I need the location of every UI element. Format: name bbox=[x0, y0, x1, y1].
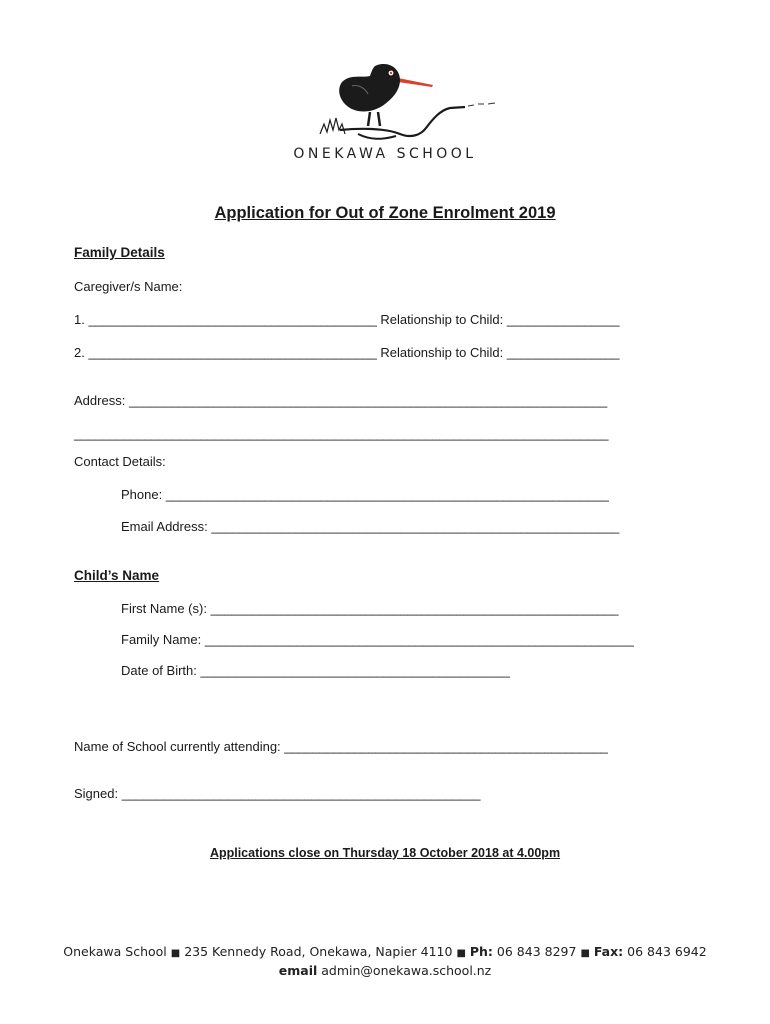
phone-field[interactable]: _______________________________________________________________ bbox=[165, 487, 609, 502]
caregiver-row-1 bbox=[74, 312, 619, 327]
dob-label: Date of Birth: bbox=[121, 663, 197, 678]
school-label: Name of School currently attending: bbox=[74, 739, 281, 754]
footer-ph-value: 06 843 8297 bbox=[496, 944, 577, 959]
caregiver-row-2 bbox=[74, 345, 619, 360]
footer-school: Onekawa School bbox=[63, 944, 167, 959]
phone-row bbox=[121, 487, 609, 502]
address-label: Address: bbox=[74, 393, 126, 408]
address-field[interactable]: ____________________________________________________________________ bbox=[128, 393, 607, 408]
separator-square-icon: ■ bbox=[580, 948, 590, 959]
email-field[interactable]: __________________________________________________________ bbox=[211, 519, 620, 534]
child-name-heading: Child’s Name bbox=[74, 568, 160, 583]
school-row bbox=[74, 739, 608, 754]
footer-ph-label: Ph: bbox=[469, 944, 493, 959]
caregiver-name-field[interactable]: _________________________________________ bbox=[88, 312, 377, 327]
contact-details-label: Contact Details: bbox=[74, 454, 166, 469]
dob-field[interactable]: ____________________________________________ bbox=[200, 663, 510, 678]
caregiver-number: 1. bbox=[74, 312, 85, 327]
phone-label: Phone: bbox=[121, 487, 163, 502]
relationship-label: Relationship to Child: bbox=[380, 345, 504, 360]
school-field[interactable]: ______________________________________________ bbox=[284, 739, 608, 754]
relationship-label: Relationship to Child: bbox=[380, 312, 504, 327]
signature-field[interactable]: ___________________________________________________ bbox=[121, 786, 481, 801]
first-name-label: First Name (s): bbox=[121, 601, 207, 616]
footer-line-2 bbox=[0, 962, 770, 979]
family-name-label: Family Name: bbox=[121, 632, 202, 647]
footer bbox=[0, 943, 770, 979]
footer-fax-label: Fax: bbox=[593, 944, 624, 959]
caregiver-name-field[interactable]: _________________________________________ bbox=[88, 345, 377, 360]
email-row bbox=[121, 519, 619, 534]
family-name-row bbox=[121, 632, 634, 647]
separator-square-icon: ■ bbox=[170, 948, 181, 959]
caregiver-label: Caregiver/s Name: bbox=[74, 279, 183, 294]
footer-line-1 bbox=[0, 943, 770, 962]
signed-label: Signed: bbox=[74, 786, 119, 801]
family-name-field[interactable]: _____________________________________________________________ bbox=[204, 632, 634, 647]
separator-square-icon: ■ bbox=[456, 948, 466, 959]
caregiver-number: 2. bbox=[74, 345, 85, 360]
footer-address: 235 Kennedy Road, Onekawa, Napier 4110 bbox=[184, 944, 453, 959]
signed-row bbox=[74, 786, 480, 801]
address-field-line-2[interactable]: ____________________________________________________________________________ bbox=[74, 426, 609, 441]
footer-email-value[interactable]: admin@onekawa.school.nz bbox=[321, 963, 492, 978]
form-title: Application for Out of Zone Enrolment 2019 bbox=[214, 204, 556, 222]
family-details-heading: Family Details bbox=[74, 245, 165, 260]
footer-email-label: email bbox=[278, 963, 318, 978]
first-name-field[interactable]: __________________________________________________________ bbox=[210, 601, 619, 616]
dob-row bbox=[121, 663, 510, 678]
relationship-field[interactable]: ________________ bbox=[506, 345, 620, 360]
closing-note: Applications close on Thursday 18 October 2018 at 4.00pm bbox=[209, 846, 561, 860]
email-label: Email Address: bbox=[121, 519, 208, 534]
school-name: ONEKAWA SCHOOL bbox=[293, 146, 477, 162]
address-row bbox=[74, 393, 607, 408]
relationship-field[interactable]: ________________ bbox=[506, 312, 620, 327]
footer-fax-value: 06 843 6942 bbox=[627, 944, 707, 959]
first-name-row bbox=[121, 601, 618, 616]
